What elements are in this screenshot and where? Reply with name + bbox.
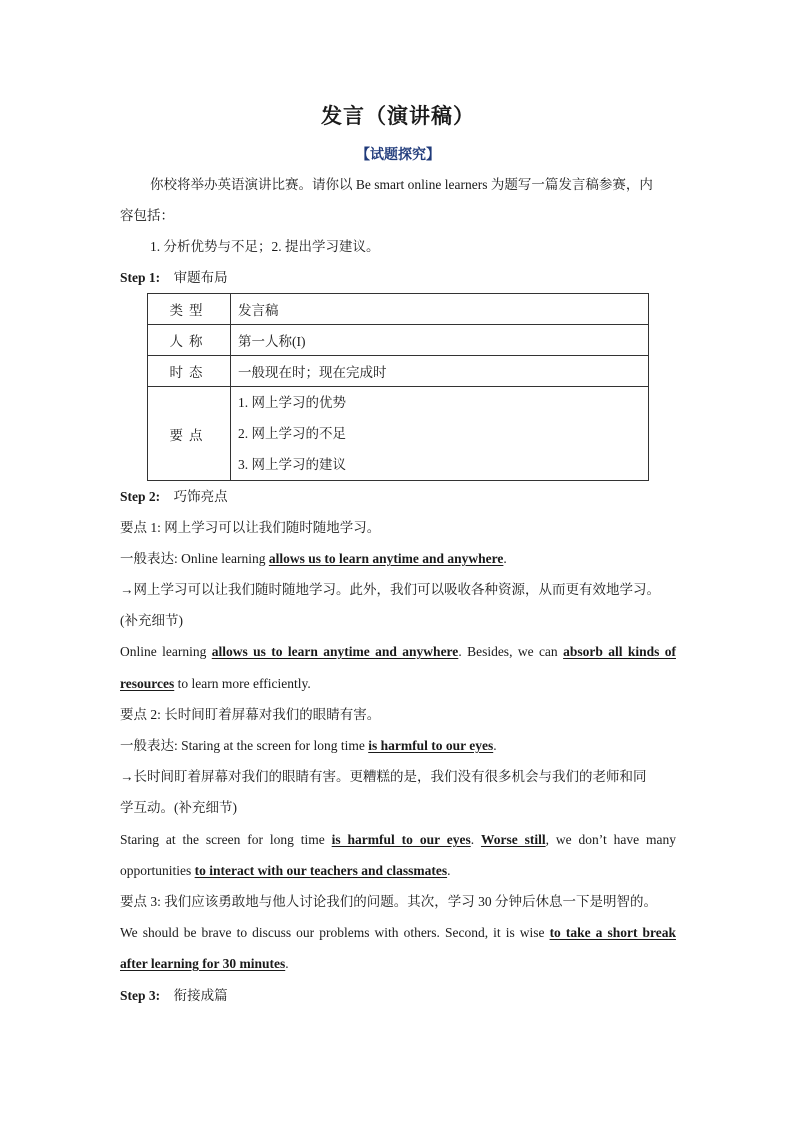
table-row [148, 356, 649, 387]
highlight-phrase: Worse still [480, 832, 546, 847]
text-span: , we don’t have many [545, 832, 676, 847]
step1-label: Step 1: [120, 270, 161, 285]
text-span: Online learning [120, 644, 212, 659]
table-row [148, 325, 649, 356]
table-value: 第一人称(I) [231, 325, 649, 356]
page-title: 发言（演讲稿） [321, 104, 475, 128]
step2-heading [120, 487, 228, 507]
point3-en-line2 [120, 954, 289, 974]
point1-cn-expand: →网上学习可以让我们随时随地学习。此外，我们可以吸收各种资源，从而更有效地学习。 [120, 582, 660, 597]
highlight-phrase: after learning for 30 minutes [120, 956, 286, 971]
highlight-phrase: is harmful to our eyes [331, 832, 471, 847]
section-heading: 【试题探究】 [356, 148, 440, 163]
point2-text: : 长时间盯着屏幕对我们的眼睛有害。 [157, 707, 381, 722]
highlight-phrase: allows us to learn anytime and anywhere [211, 644, 459, 659]
prompt-items: 1. 分析优势与不足；2. 提出学习建议。 [150, 239, 380, 254]
point2-heading [120, 705, 380, 725]
step3-text: 衔接成篇 [173, 988, 228, 1003]
point2-cn-expand-2: 学互动。(补充细节) [120, 800, 237, 815]
point1-en-line2 [120, 674, 311, 694]
table-point: 3. 网上学习的建议 [238, 457, 346, 472]
highlight-phrase: to take a short break [549, 925, 677, 940]
point1-supplement: (补充细节) [120, 613, 183, 628]
step3-label: Step 3: [120, 988, 161, 1003]
point1-text: : 网上学习可以让我们随时随地学习。 [157, 520, 381, 535]
table-value: 发言稿 [231, 294, 649, 325]
table-point: 1. 网上学习的优势 [238, 395, 346, 410]
point3-label: 要点 3 [120, 894, 158, 909]
highlight-phrase: to interact with our teachers and classmates [194, 863, 448, 878]
point1-label: 要点 1 [120, 520, 158, 535]
table-key: 时态 [148, 356, 231, 387]
point2-en-line2 [120, 861, 450, 881]
table-row [148, 294, 649, 325]
step3-heading [120, 986, 228, 1006]
step2-label: Step 2: [120, 489, 161, 504]
text-span: Staring at the screen for long time [120, 832, 332, 847]
point3-text: : 我们应该勇敢地与他人讨论我们的问题。其次，学习 30 分钟后休息一下是明智的。 [157, 894, 657, 909]
step2-text: 巧饰亮点 [173, 489, 228, 504]
table-row [148, 387, 649, 481]
highlight-phrase: absorb all kinds of [563, 644, 676, 659]
table-key: 类型 [148, 294, 231, 325]
table-value: 一般现在时；现在完成时 [231, 356, 649, 387]
point2-en-line1 [120, 830, 676, 850]
point1-general [120, 549, 507, 569]
table-point: 2. 网上学习的不足 [238, 426, 346, 441]
highlight-phrase: is harmful to our eyes [368, 738, 494, 753]
text-span: . [285, 956, 289, 971]
text-span: 一般表达: Staring at the screen for long time [120, 738, 369, 753]
prompt-line-1: 你校将举办英语演讲比赛。请你以 Be smart online learners 为题写一篇发言稿参赛，内 [150, 177, 653, 192]
table-key: 人称 [148, 325, 231, 356]
highlight-phrase: resources [120, 676, 175, 691]
step1-text: 审题布局 [173, 270, 228, 285]
table-points [231, 387, 649, 481]
text-span: 一般表达: Online learning [120, 551, 269, 566]
text-span: . [470, 832, 481, 847]
text-span: . Besides, we can [458, 644, 564, 659]
highlight-phrase: allows us to learn anytime and anywhere [268, 551, 504, 566]
point2-general [120, 736, 497, 756]
text-span: . [503, 551, 507, 566]
layout-table [147, 293, 649, 481]
point2-cn-expand: →长时间盯着屏幕对我们的眼睛有害。更糟糕的是，我们没有很多机会与我们的老师和同 [120, 769, 647, 784]
text-span: We should be brave to discuss our problems with others. Second, it is wise [120, 925, 550, 940]
table-key: 要点 [148, 387, 231, 481]
text-span: to learn more efficiently. [174, 676, 311, 691]
prompt-line-2: 容包括： [120, 208, 174, 223]
point2-label: 要点 2 [120, 707, 158, 722]
point1-en-line1 [120, 642, 676, 662]
point3-heading [120, 892, 657, 912]
text-span: . [447, 863, 451, 878]
text-span: . [493, 738, 497, 753]
point1-heading [120, 518, 380, 538]
step1-heading [120, 268, 228, 288]
point3-en-line1 [120, 923, 676, 943]
text-span: opportunities [120, 863, 195, 878]
